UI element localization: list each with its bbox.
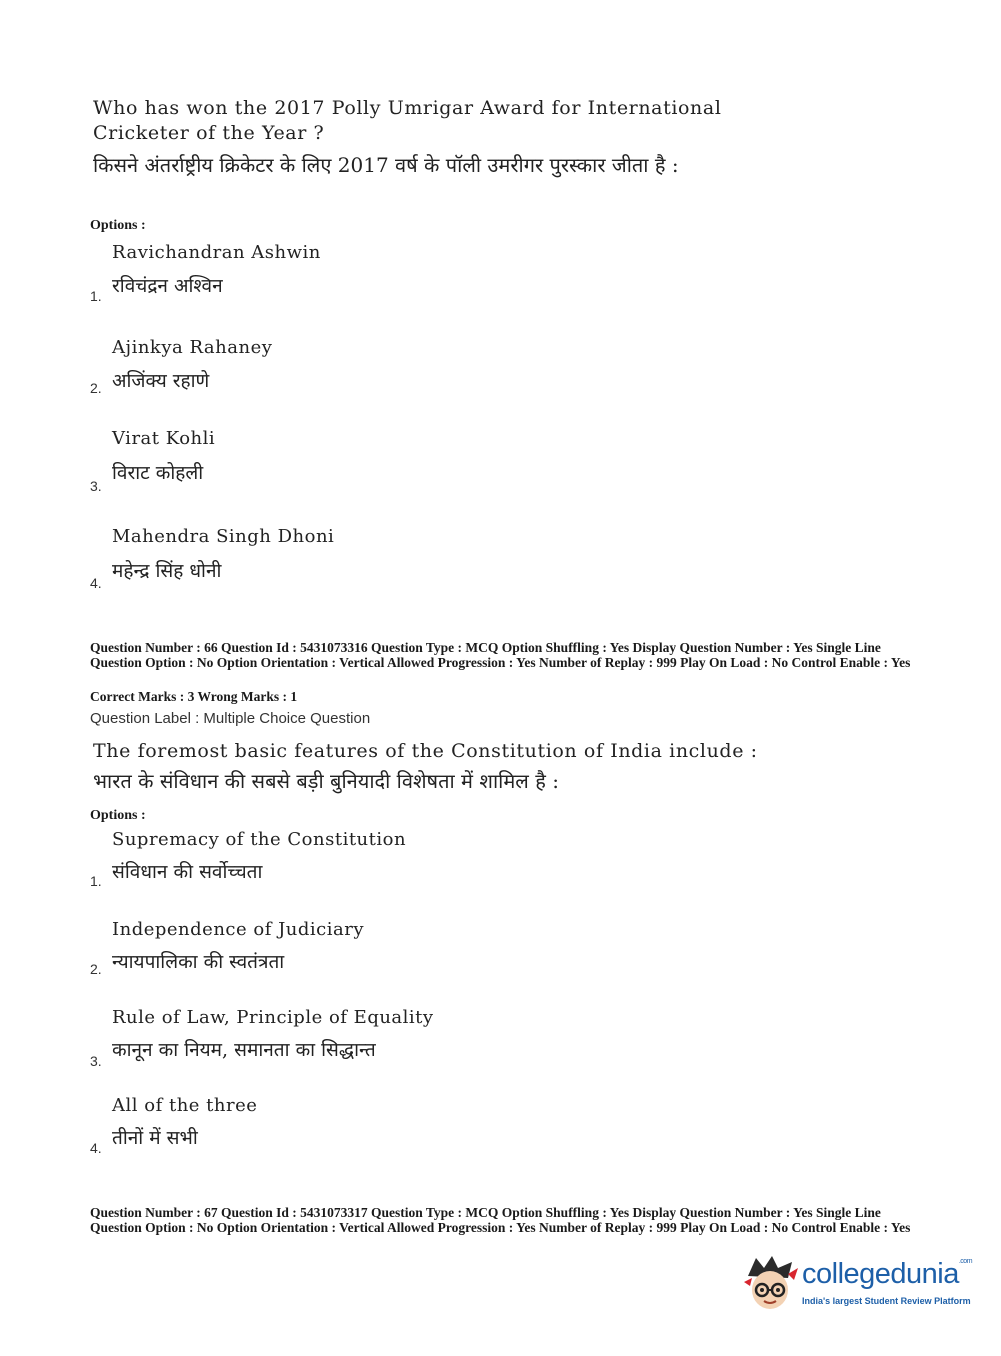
option-1-en: Supremacy of the Constitution [112, 829, 407, 850]
logo-wordmark: collegedunia$^{.com}$ [802, 1258, 973, 1290]
option-4-number: 4. [90, 1140, 102, 1156]
option-2-en: Independence of Judiciary [112, 919, 365, 940]
question-66-meta: Question Number : 66 Question Id : 5431073316 Question Type : MCQ Option Shuffling : Yes Display Question Number : Yes Single Line Question Option : No Option Orientation : Vertical Allowed Progression : Yes Number of Replay : 999 Play On Load : No Control Enable : Yes [90, 640, 911, 670]
question-66-text-hi: भारत के संविधान की सबसे बड़ी बुनियादी विशेषता में शामिल है : [93, 769, 559, 793]
question-66-text-en: The foremost basic features of the Constitution of India include : [93, 740, 758, 762]
option-1-number: 1. [90, 288, 102, 304]
question-65-text-hi: किसने अंतर्राष्ट्रीय क्रिकेटर के लिए 2017 वर्ष के पॉली उमरीगर पुरस्कार जीता है : [93, 153, 679, 177]
options-heading: Options : [90, 808, 146, 823]
option-2-number: 2. [90, 961, 102, 977]
option-1-hi: संविधान की सर्वोच्चता [112, 861, 263, 883]
options-heading: Options : [90, 218, 146, 233]
option-4-en: All of the three [112, 1095, 258, 1116]
option-4-number: 4. [90, 575, 102, 591]
option-1-hi: रविचंद्रन अश्विन [112, 275, 223, 297]
option-3-number: 3. [90, 478, 102, 494]
option-2-hi: न्यायपालिका की स्वतंत्रता [112, 951, 285, 973]
option-2-number: 2. [90, 380, 102, 396]
option-2-en: Ajinkya Rahaney [112, 337, 273, 358]
collegedunia-logo [742, 1254, 972, 1316]
option-3-en: Virat Kohli [112, 428, 216, 449]
option-3-number: 3. [90, 1053, 102, 1069]
question-65-text-en: Who has won the 2017 Polly Umrigar Award for International Cricketer of the Year ? [93, 97, 722, 144]
logo-tagline: India's largest Student Review Platform [802, 1296, 971, 1306]
option-1-en: Ravichandran Ashwin [112, 242, 321, 263]
question-66-label: Question Label : Multiple Choice Question [90, 710, 371, 727]
option-1-number: 1. [90, 873, 102, 889]
question-67-meta: Question Number : 67 Question Id : 5431073317 Question Type : MCQ Option Shuffling : Yes Display Question Number : Yes Single Line Question Option : No Option Orientation : Vertical Allowed Progression : Yes Number of Replay : 999 Play On Load : No Control Enable : Yes [90, 1205, 911, 1235]
option-4-hi: तीनों में सभी [112, 1127, 198, 1149]
option-4-en: Mahendra Singh Dhoni [112, 526, 335, 547]
option-2-hi: अजिंक्य रहाणे [112, 370, 210, 392]
option-3-hi: विराट कोहली [112, 462, 204, 484]
question-66-marks: Correct Marks : 3 Wrong Marks : 1 [90, 689, 298, 704]
mascot-icon [742, 1254, 800, 1316]
option-3-hi: कानून का नियम, समानता का सिद्धान्त [112, 1039, 376, 1061]
option-4-hi: महेन्द्र सिंह धोनी [112, 560, 222, 582]
option-3-en: Rule of Law, Principle of Equality [112, 1007, 434, 1028]
